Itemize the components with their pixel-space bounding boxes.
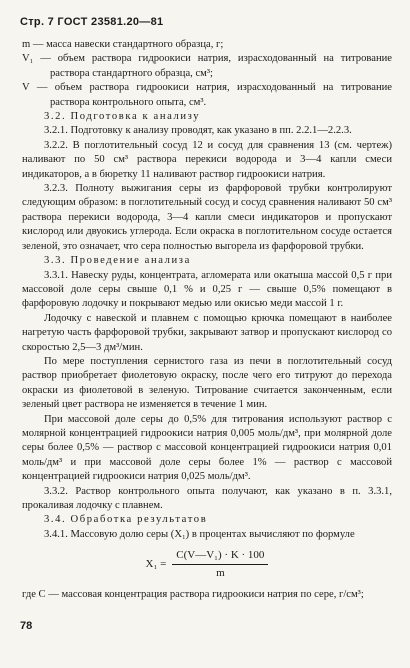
definition-c: где C — массовая концентрация раствора гидроокиси натрия по сере, г/см³;	[22, 589, 364, 601]
paragraph-3-3-1: 3.3.1. Навеску руды, концентрата, агломерата или окатыша массой 0,5 г при массовой доле серы свыше 0,1 % и 0,25 г — свыше 0,5% помещают в фарфоровую лодочку и покрывают медью или окисью меди массой 1 г.	[22, 269, 392, 310]
section-heading-preparation: 3.2. Подготовка к анализу	[44, 111, 201, 123]
formula-denominator: m	[216, 566, 225, 579]
formula	[22, 546, 392, 582]
section-heading-results: 3.4. Обработка результатов	[44, 514, 208, 526]
formula-fraction	[172, 548, 268, 580]
formula-lhs: X₁ =	[145, 558, 167, 571]
paragraph-3-2-2: 3.2.2. В поглотительный сосуд 12 и сосуд для сравнения 13 (см. чертеж) наливают по 50 см³ раствора перекиси водорода и 3—4 капли смеси индикаторов, а в бюретку 11 наливают раствор гидроокиси натрия.	[22, 139, 392, 180]
page-header: Стр. 7 ГОСТ 23581.20—81	[20, 16, 164, 28]
section-heading-analysis: 3.3. Проведение анализа	[44, 255, 191, 267]
paragraph-3-4-1: 3.4.1. Массовую долю серы (X₁) в процентах вычисляют по формуле	[44, 528, 355, 540]
page-body	[22, 38, 392, 603]
page-number: 78	[20, 620, 33, 632]
paragraph-boat: Лодочку с навеской и плавнем с помощью крючка помещают в наиболее нагретую часть фарфоровой трубки, закрывают затвор и пропускают кислород со скоростью 2,5—3 дм³/мин.	[22, 312, 392, 353]
paragraph-titration: По мере поступления сернистого газа из печи в поглотительный сосуд раствор приобретает фиолетовую окраску, после чего его титруют до перехода окраски из фиолетовой в зеленую. Титрование считается законченным, если зеленый цвет раствора не изменяется в течение 1 мин.	[22, 355, 392, 411]
definition-m: m — масса навески стандартного образца, г;	[22, 39, 224, 50]
paragraph-concentration: При массовой доле серы до 0,5% для титрования используют раствор с молярной концентрацией гидроокиси натрия 0,005 моль/дм³, при молярной доле серы более 0,5% — раствор с массовой концентрацией гидроокиси натрия 0,01 моль/дм³ и при массовой доле серы более 1% — раствор с массовой концентрацией гидроокиси натрия 0,025 моль/дм³.	[22, 413, 392, 483]
paragraph-3-3-2: 3.3.2. Раствор контрольного опыта получают, как указано в п. 3.3.1, прокаливая лодочку с плавнем.	[22, 485, 392, 511]
formula-numerator: C(V—V₁) · K · 100	[172, 548, 268, 564]
paragraph-3-2-1: 3.2.1. Подготовку к анализу проводят, как указано в пп. 2.2.1—2.2.3.	[44, 125, 352, 137]
paragraph-3-2-3: 3.2.3. Полноту выжигания серы из фарфоровой трубки контролируют следующим образом: в поглотительный сосуд и сосуд сравнения наливают 50 см³ раствора перекиси водорода, 3—4 капли смеси индикаторов и пропускают кислород или двуокись углерода. Если окраска в поглотительном сосуде остается зеленой, это означает, что сера полностью выгорела из фарфоровой трубки.	[22, 183, 392, 252]
definition-v1: V₁ — объем раствора гидроокиси натрия, израсходованный на титрование раствора стандартного образца, см³;	[22, 53, 392, 79]
definition-v: V — объем раствора гидроокиси натрия, израсходованный на титрование раствора контрольного опыта, см³.	[22, 82, 392, 108]
